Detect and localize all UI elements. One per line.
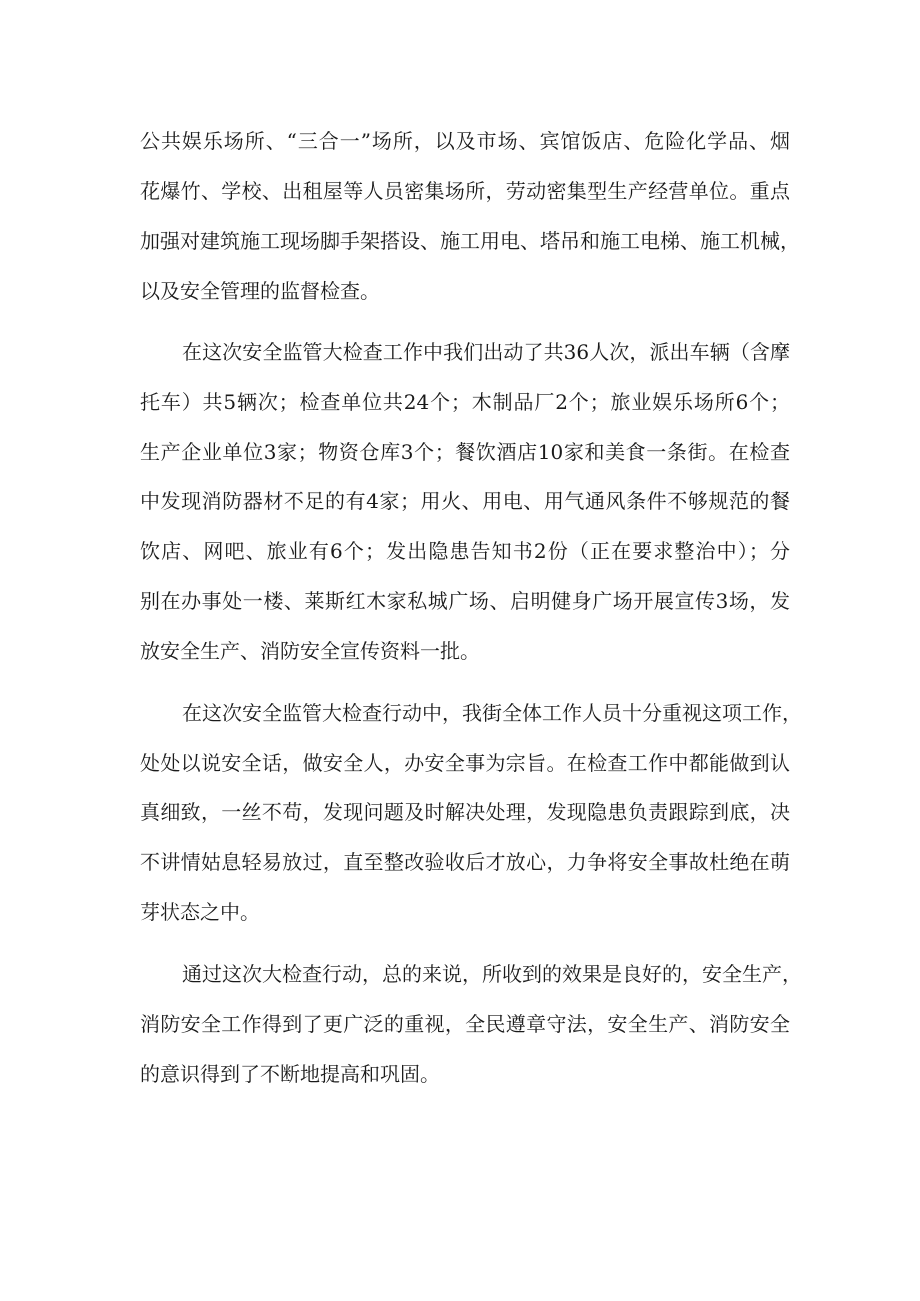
text-line: 加强对建筑施工现场脚手架搭设、施工用电、塔吊和施工电梯、施工机械， [140, 229, 800, 253]
text-line: 处处以说安全话，做安全人，办安全事为宗旨。在检查工作中都能做到认 [140, 751, 790, 775]
text-line: 托车）共5辆次；检查单位共24个；木制品厂2个；旅业娱乐场所6个； [140, 390, 790, 414]
text-line: 以及安全管理的监督检查。 [140, 279, 380, 303]
text-line: 饮店、网吧、旅业有6个；发出隐患告知书2份（正在要求整治中）；分 [140, 539, 790, 563]
text-line: 真细致，一丝不苟，发现问题及时解决处理，发现隐患负责跟踪到底，决 [140, 800, 790, 824]
text-line: 生产企业单位3家；物资仓库3个；餐饮酒店10家和美食一条街。在检查 [140, 440, 790, 464]
text-line: 别在办事处一楼、莱斯红木家私城广场、启明健身广场开展宣传3场，发 [140, 589, 790, 613]
text-line: 的意识得到了不断地提高和巩固。 [140, 1062, 440, 1086]
text-line: 花爆竹、学校、出租屋等人员密集场所，劳动密集型生产经营单位。重点 [140, 179, 790, 203]
text-line: 在这次安全监管大检查工作中我们出动了共36人次，派出车辆（含摩 [182, 340, 790, 364]
text-line: 不讲情姑息轻易放过，直至整改验收后才放心，力争将安全事故杜绝在萌 [140, 850, 790, 874]
text-line: 芽状态之中。 [140, 900, 260, 924]
text-line: 中发现消防器材不足的有4家；用火、用电、用气通风条件不够规范的餐 [140, 489, 790, 513]
text-line: 放安全生产、消防安全宣传资料一批。 [140, 639, 480, 663]
text-line: 通过这次大检查行动，总的来说，所收到的效果是良好的，安全生产， [182, 962, 802, 986]
text-line: 公共娱乐场所、“三合一”场所，以及市场、宾馆饭店、危险化学品、烟 [140, 129, 790, 153]
text-line: 在这次安全监管大检查行动中，我街全体工作人员十分重视这项工作， [182, 701, 802, 725]
text-line: 消防安全工作得到了更广泛的重视，全民遵章守法，安全生产、消防安全 [140, 1012, 790, 1036]
